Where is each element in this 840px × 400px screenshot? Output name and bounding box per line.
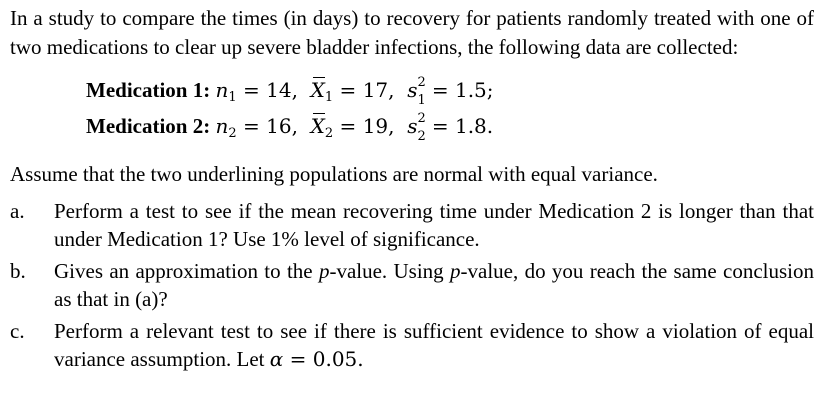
question-b <box>10 257 822 313</box>
medication-1-terminator: ; <box>486 78 494 102</box>
xbar2-value: 19 <box>362 114 389 138</box>
data-summary <box>86 76 822 148</box>
question-b-text-part-1: Gives an approximation to the <box>54 259 319 283</box>
question-c-letter: c. <box>10 319 25 343</box>
medication-2-terminator: . <box>486 114 494 138</box>
alpha-value: = 0.05. <box>283 347 364 371</box>
s1-subscript: 1 <box>417 93 426 108</box>
question-c-text <box>54 317 814 373</box>
medication-1-label: Medication 1: <box>86 78 211 102</box>
alpha-symbol: α <box>269 347 284 371</box>
question-b-text-part-3: -value, do you reach the same conclusion as that in (a)? <box>54 259 814 311</box>
n2-subscript: 2 <box>228 126 237 141</box>
problem-intro: In a study to compare the times (in days) to recovery for patients randomly treated with one of two medications to clear up severe bladder infections, the following data are collected: <box>10 6 814 59</box>
question-a-text: Perform a test to see if the mean recovering time under Medication 2 is longer than that under Medication 1? Use 1% level of significance. <box>54 199 814 251</box>
question-b-text <box>54 257 814 313</box>
medication-1-stats: $n_1 = 14$, $X_1 = 17$, s 2 1 = 1.5; <box>215 78 493 102</box>
medication-2-stats: $n_2 = 16$, $X_2 = 19$, s 2 2 = 1.8. <box>215 114 493 138</box>
medication-2-label: Medication 2: <box>86 114 211 138</box>
question-c <box>10 317 822 373</box>
medication-2-data <box>86 112 822 148</box>
question-list <box>10 197 822 373</box>
question-c-text-part-1: Perform a relevant test to see if there is sufficient evidence to show a violation of equal variance assumption. Let <box>54 319 814 371</box>
xbar1-value: 17 <box>362 78 389 102</box>
n2-value: 16 <box>266 114 292 138</box>
n1-value: 14 <box>266 78 292 102</box>
question-a <box>10 197 822 253</box>
medication-1-data <box>86 76 822 112</box>
s2-squared-value: 1.8 <box>454 114 487 138</box>
n1-subscript: 1 <box>228 90 237 105</box>
s2-subscript: 2 <box>417 129 426 144</box>
p-symbol: p <box>450 259 461 283</box>
assumption-text: Assume that the two underlining populations are normal with equal variance. <box>10 162 658 186</box>
question-b-text-part-2: -value. Using <box>329 259 451 283</box>
s1-squared-value: 1.5 <box>454 78 487 102</box>
question-a-letter: a. <box>10 199 25 223</box>
question-b-letter: b. <box>10 259 26 283</box>
xbar1-subscript: 1 <box>324 90 334 105</box>
xbar2-subscript: 2 <box>324 126 334 141</box>
p-symbol: p <box>318 259 330 283</box>
